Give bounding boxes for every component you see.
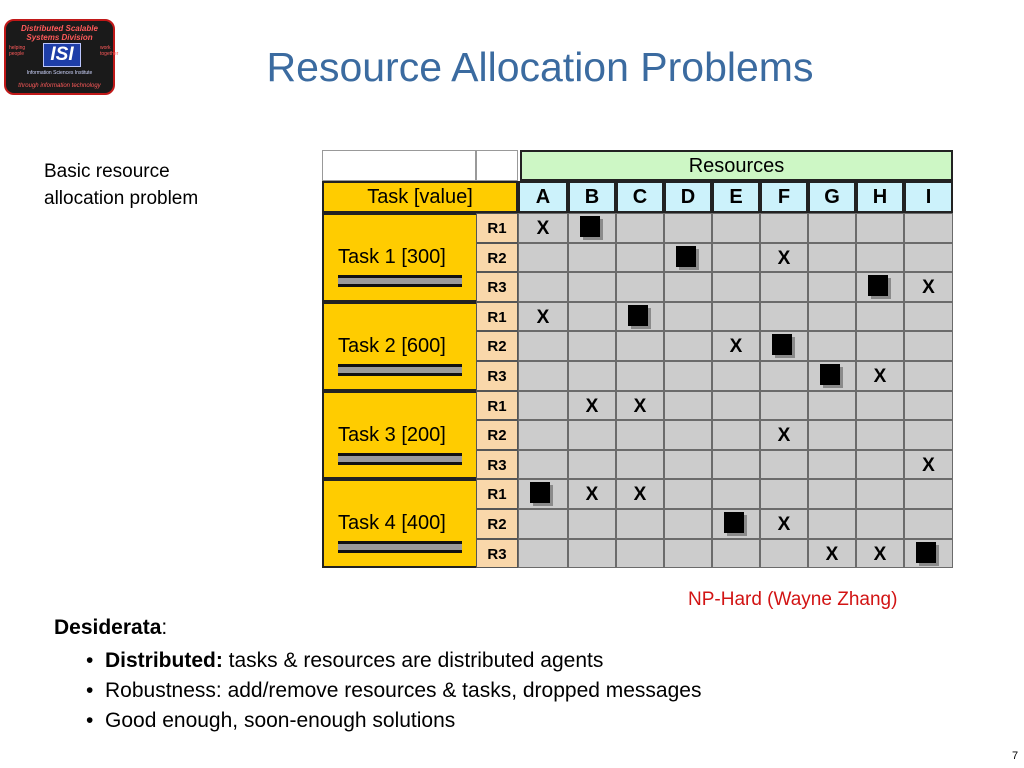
allocation-cell[interactable] <box>664 479 712 509</box>
allocation-cell[interactable] <box>518 539 568 569</box>
assigned-square-icon <box>724 512 744 533</box>
row-label-r1: R1 <box>476 302 518 332</box>
row-label-r3: R3 <box>476 539 518 569</box>
row-label-r2: R2 <box>476 243 518 273</box>
allocation-cell[interactable] <box>664 539 712 569</box>
allocation-cell[interactable] <box>568 243 616 273</box>
slide-title: Resource Allocation Problems <box>266 44 814 90</box>
allocation-cell-assigned[interactable] <box>856 272 904 302</box>
resource-col-g: G <box>808 181 856 213</box>
desiderata-list <box>86 646 701 736</box>
allocation-cell[interactable] <box>518 361 568 391</box>
assigned-square-icon <box>772 334 792 355</box>
desiderata-item <box>86 676 701 706</box>
allocation-cell[interactable] <box>856 331 904 361</box>
allocation-cell[interactable] <box>904 243 953 273</box>
logo-side-left: helping people <box>9 45 26 57</box>
row-label-r3: R3 <box>476 450 518 480</box>
desiderata-item-text: tasks & resources are distributed agents <box>222 649 604 672</box>
header-blank-row <box>476 150 518 181</box>
allocation-cell[interactable] <box>856 479 904 509</box>
allocation-cell-x[interactable]: X <box>904 272 953 302</box>
desiderata-item-text: Robustness: add/remove resources & tasks, dropped messages <box>105 679 702 702</box>
allocation-cell[interactable] <box>568 272 616 302</box>
allocation-cell[interactable] <box>518 331 568 361</box>
assigned-square-icon <box>676 246 696 267</box>
allocation-cell[interactable] <box>712 420 760 450</box>
allocation-cell-assigned[interactable] <box>616 302 664 332</box>
allocation-cell[interactable] <box>904 509 953 539</box>
allocation-cell-x[interactable]: X <box>760 243 808 273</box>
allocation-cell[interactable] <box>904 302 953 332</box>
allocation-cell[interactable] <box>904 361 953 391</box>
allocation-cell-x[interactable]: X <box>760 420 808 450</box>
allocation-cell[interactable] <box>808 420 856 450</box>
row-label-r2: R2 <box>476 331 518 361</box>
desiderata-item <box>86 646 701 676</box>
row-label-r2: R2 <box>476 420 518 450</box>
allocation-cell[interactable] <box>712 450 760 480</box>
allocation-cell[interactable] <box>904 331 953 361</box>
allocation-cell[interactable] <box>568 420 616 450</box>
allocation-cell-assigned[interactable] <box>664 243 712 273</box>
allocation-cell-x[interactable]: X <box>616 391 664 421</box>
allocation-cell-x[interactable]: X <box>568 479 616 509</box>
allocation-cell-assigned[interactable] <box>518 479 568 509</box>
caption-line1: Basic resource <box>44 161 170 182</box>
row-label-r3: R3 <box>476 272 518 302</box>
allocation-cell-x[interactable]: X <box>616 479 664 509</box>
slide-caption <box>44 158 198 212</box>
allocation-cell[interactable] <box>856 391 904 421</box>
allocation-cell[interactable] <box>616 509 664 539</box>
allocation-cell[interactable] <box>712 302 760 332</box>
task-bar <box>338 364 462 376</box>
allocation-cell[interactable] <box>664 361 712 391</box>
allocation-cell[interactable] <box>616 361 664 391</box>
allocation-cell[interactable] <box>664 450 712 480</box>
task-block-2 <box>322 302 476 391</box>
resource-col-c: C <box>616 181 664 213</box>
allocation-cell-x[interactable]: X <box>904 450 953 480</box>
desiderata-heading <box>54 616 167 640</box>
resources-header: Resources <box>520 150 953 181</box>
task-label: Task 3 [200] <box>338 423 446 446</box>
allocation-cell-x[interactable]: X <box>518 302 568 332</box>
allocation-cell[interactable] <box>808 243 856 273</box>
allocation-cell[interactable] <box>856 302 904 332</box>
task-block-4 <box>322 479 476 568</box>
np-hard-note: NP-Hard (Wayne Zhang) <box>688 589 898 610</box>
allocation-cell[interactable] <box>568 331 616 361</box>
allocation-cell-assigned[interactable] <box>904 539 953 569</box>
allocation-cell[interactable] <box>760 391 808 421</box>
allocation-cell[interactable] <box>616 272 664 302</box>
allocation-cell[interactable] <box>712 391 760 421</box>
allocation-cell[interactable] <box>808 479 856 509</box>
allocation-cell[interactable] <box>760 272 808 302</box>
allocation-cell-x[interactable]: X <box>856 539 904 569</box>
task-bar <box>338 453 462 465</box>
allocation-cell[interactable] <box>856 509 904 539</box>
allocation-cell[interactable] <box>664 213 712 243</box>
allocation-cell[interactable] <box>568 302 616 332</box>
allocation-cell[interactable] <box>808 450 856 480</box>
resource-col-b: B <box>568 181 616 213</box>
allocation-cell[interactable] <box>760 361 808 391</box>
allocation-cell[interactable] <box>856 213 904 243</box>
allocation-cell[interactable] <box>664 509 712 539</box>
allocation-cell[interactable] <box>518 450 568 480</box>
allocation-cell[interactable] <box>712 243 760 273</box>
desiderata-item-text: Good enough, soon-enough solutions <box>105 709 456 732</box>
task-bar <box>338 541 462 553</box>
allocation-cell[interactable] <box>712 539 760 569</box>
row-label-r2: R2 <box>476 509 518 539</box>
allocation-cell[interactable] <box>616 213 664 243</box>
allocation-cell[interactable] <box>712 272 760 302</box>
header-blank-task <box>322 150 476 181</box>
resource-col-a: A <box>518 181 568 213</box>
row-label-r1: R1 <box>476 213 518 243</box>
allocation-cell[interactable] <box>616 420 664 450</box>
allocation-cell[interactable] <box>808 331 856 361</box>
allocation-cell[interactable] <box>518 420 568 450</box>
allocation-cell[interactable] <box>616 331 664 361</box>
allocation-cell[interactable] <box>664 272 712 302</box>
assigned-square-icon <box>916 542 936 563</box>
assigned-square-icon <box>628 305 648 326</box>
allocation-cell[interactable] <box>616 450 664 480</box>
logo-line2: Systems Division <box>26 33 93 42</box>
allocation-cell[interactable] <box>904 420 953 450</box>
allocation-cell[interactable] <box>808 391 856 421</box>
allocation-cell[interactable] <box>568 450 616 480</box>
allocation-cell-x[interactable]: X <box>856 361 904 391</box>
allocation-cell[interactable] <box>808 302 856 332</box>
page-number: 7 <box>1012 750 1019 762</box>
desiderata-item <box>86 706 701 736</box>
allocation-cell[interactable] <box>616 539 664 569</box>
assigned-square-icon <box>820 364 840 385</box>
caption-line2: allocation problem <box>44 188 199 209</box>
allocation-cell[interactable] <box>568 361 616 391</box>
allocation-cell[interactable] <box>904 213 953 243</box>
assigned-square-icon <box>580 216 600 237</box>
allocation-cell[interactable] <box>518 243 568 273</box>
allocation-cell[interactable] <box>518 272 568 302</box>
logo-mark: ISI <box>43 43 81 67</box>
allocation-cell-x[interactable]: X <box>808 539 856 569</box>
resource-col-i: I <box>904 181 953 213</box>
resource-col-h: H <box>856 181 904 213</box>
resource-col-f: F <box>760 181 808 213</box>
resource-col-e: E <box>712 181 760 213</box>
allocation-cell[interactable] <box>616 243 664 273</box>
allocation-cell[interactable] <box>664 391 712 421</box>
task-value-header: Task [value] <box>322 181 518 213</box>
allocation-cell-assigned[interactable] <box>760 331 808 361</box>
allocation-cell[interactable] <box>664 420 712 450</box>
resource-col-d: D <box>664 181 712 213</box>
task-bar <box>338 275 462 287</box>
allocation-cell-x[interactable]: X <box>518 213 568 243</box>
allocation-cell[interactable] <box>760 450 808 480</box>
allocation-cell-x[interactable]: X <box>760 509 808 539</box>
row-label-r1: R1 <box>476 391 518 421</box>
allocation-cell[interactable] <box>760 302 808 332</box>
allocation-cell[interactable] <box>904 391 953 421</box>
allocation-cell[interactable] <box>808 272 856 302</box>
allocation-cell[interactable] <box>518 509 568 539</box>
allocation-cell[interactable] <box>568 509 616 539</box>
allocation-cell-x[interactable]: X <box>568 391 616 421</box>
logo-side-right: work together <box>100 45 119 57</box>
allocation-cell[interactable] <box>760 213 808 243</box>
logo-line1: Distributed Scalable <box>21 24 98 33</box>
task-label: Task 1 [300] <box>338 246 446 268</box>
assigned-square-icon <box>868 275 888 296</box>
allocation-cell[interactable] <box>856 420 904 450</box>
allocation-cell[interactable] <box>712 213 760 243</box>
allocation-cell-assigned[interactable] <box>712 509 760 539</box>
allocation-cell[interactable] <box>712 479 760 509</box>
allocation-cell[interactable] <box>760 479 808 509</box>
allocation-cell[interactable] <box>760 539 808 569</box>
allocation-cell[interactable] <box>664 331 712 361</box>
allocation-cell[interactable] <box>856 243 904 273</box>
allocation-cell-assigned[interactable] <box>568 213 616 243</box>
allocation-cell[interactable] <box>856 450 904 480</box>
logo-tagline: through information technology <box>18 83 101 89</box>
allocation-cell[interactable] <box>904 479 953 509</box>
desiderata-colon: : <box>161 616 168 639</box>
allocation-cell[interactable] <box>808 213 856 243</box>
allocation-cell[interactable] <box>664 302 712 332</box>
row-label-r1: R1 <box>476 479 518 509</box>
assigned-square-icon <box>530 482 550 503</box>
allocation-cell-assigned[interactable] <box>808 361 856 391</box>
desiderata-item-bold: Distributed: <box>105 649 223 672</box>
row-label-r3: R3 <box>476 361 518 391</box>
task-label: Task 4 [400] <box>338 512 446 535</box>
task-label: Task 2 [600] <box>338 334 446 357</box>
allocation-cell[interactable] <box>518 391 568 421</box>
allocation-cell[interactable] <box>712 361 760 391</box>
allocation-cell-x[interactable]: X <box>712 331 760 361</box>
allocation-cell[interactable] <box>568 539 616 569</box>
task-block-3 <box>322 391 476 480</box>
task-block-1 <box>322 213 476 302</box>
logo-division-text <box>6 24 113 42</box>
desiderata-label: Desiderata <box>54 616 162 639</box>
allocation-cell[interactable] <box>808 509 856 539</box>
logo-institute: Information Sciences Institute <box>26 70 93 76</box>
